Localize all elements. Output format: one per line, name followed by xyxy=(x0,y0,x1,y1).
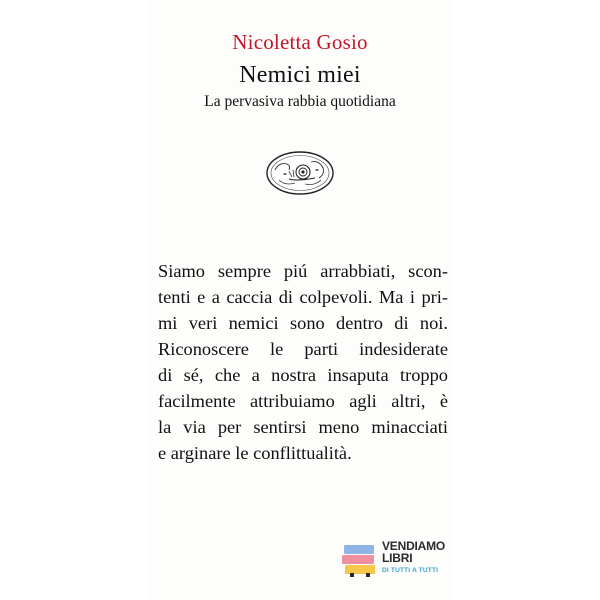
badge-title xyxy=(382,540,445,564)
snail-emblem-icon xyxy=(265,150,335,196)
book-subtitle: La pervasiva rabbia quotidiana xyxy=(204,93,396,110)
author-name: Nicoletta Gosio xyxy=(232,30,368,54)
vendiamo-libri-badge xyxy=(342,539,446,580)
badge-line-1: VENDIAMO xyxy=(382,539,446,553)
blurb-line: e arginare le conflittualità. xyxy=(158,443,352,463)
blurb-line: tenti e a caccia di colpevoli. Ma i pri- xyxy=(158,287,448,307)
badge-line-2: LIBRI xyxy=(382,551,413,565)
blurb-line: Riconoscere le parti indesiderate xyxy=(158,339,448,359)
blurb-line: di sé, che a nostra insaputa troppo xyxy=(158,365,448,385)
blurb-line: la via per sentirsi meno minacciati xyxy=(158,417,448,437)
blurb-line: mi veri nemici sono dentro di noi. xyxy=(158,313,448,333)
book-stack-icon xyxy=(342,543,378,577)
blurb-line: Siamo sempre piú arrabbiati, scon- xyxy=(158,261,448,281)
blurb-line: facilmente attribuiamo agli altri, è xyxy=(158,391,448,411)
blurb-text xyxy=(158,258,448,466)
book-title: Nemici miei xyxy=(239,62,361,88)
badge-tagline: DI TUTTI A TUTTI xyxy=(382,567,439,574)
